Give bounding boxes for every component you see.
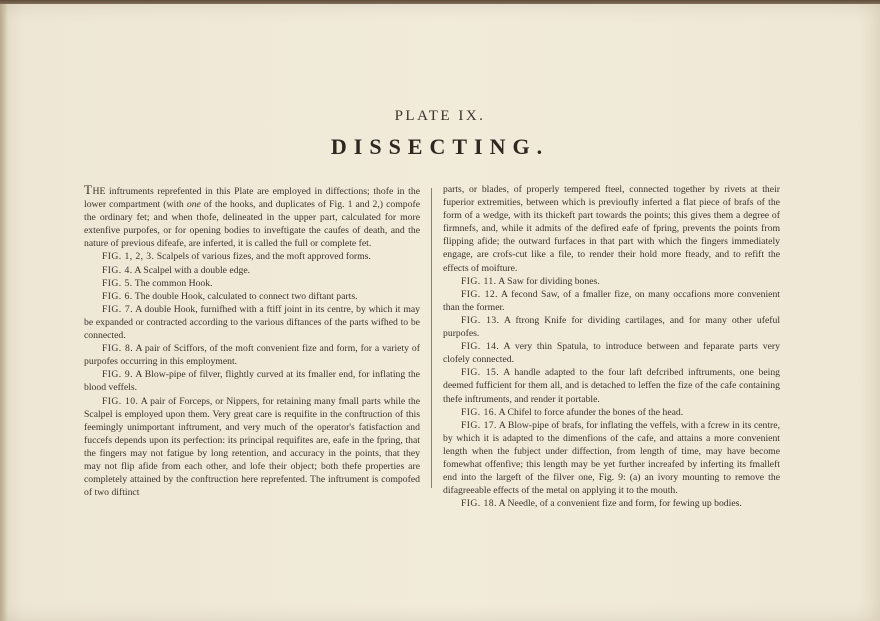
- intro-text-a: inftruments reprefented in this Plate are employed in diffections; thofe in the lower compartment (with: [84, 186, 420, 211]
- fig-description: A Chifel to force afunder the bones of the head.: [498, 406, 684, 418]
- fig-description: A pair of Forceps, or Nippers, for retaining many fmall parts while the Scalpel is employed upon them. Very great care is requifite in the conftruction of this feemingly unimportant inftrument, and very much of the operator's fatisfaction and fuccefs depends upon its perfection: its principal requifites are, eafe in the fpring, that the fingers may not fatigue by long retention, and accuracy in the points, that they may not flip afide from each other, and lofe their object; both thefe properties are completely attained by the conftruction here reprefented. The inftrument is compofed of two diftinct: [84, 395, 421, 499]
- fig-entry: [443, 419, 780, 498]
- fig-label: FIG. 5.: [102, 277, 133, 289]
- fig-label: FIG. 14.: [461, 341, 500, 353]
- book-spine-shadow: [0, 4, 8, 621]
- fig-description: The common Hook.: [134, 277, 213, 289]
- fig-label: FIG. 9.: [102, 369, 133, 381]
- column-divider: [431, 188, 432, 488]
- continuation-paragraph: parts, or blades, of properly tempered fteel, connected together by rivets at their fuperior extremities, between which is previoufly inferted a flat piece of brafs of the form of a wedge, with its thickeft part towards the points; this gives them a degree of firmnefs, and, while it admits of the defired eafe of fpring, prevents the points from flipping afide; the outward furfaces in that part with which the fingers immediately engage, are crofs-cut like a file, to render their hold more fteady, and to refift the effects of moifture.: [443, 184, 780, 274]
- fig-label: FIG. 17.: [461, 419, 497, 431]
- fig-description: A double Hook, furnifhed with a ftiff joint in its centre, by which it may be expanded or contracted according to the various diftances of the parts wifhed to be connected.: [84, 303, 420, 342]
- intro-paragraph: [84, 183, 420, 250]
- fig-entry: [84, 277, 420, 290]
- fig-label: FIG. 13.: [461, 314, 500, 326]
- fig-description: A pair of Sciffors, of the moft convenient fize and form, for a variety of purpofes occurring in this employment.: [84, 343, 420, 368]
- fig-description: A Blow-pipe of brafs, for inflating the veffels, with a fcrew in its centre, by which it is adapted to the dimenfions of the cafe, and attains a more convenient length when the fubject under diffection, from length of time, may have become fomewhat offenfive; this length may be yet further increafed by inferting its fmalleft end into the largeft of the filver one, Fig. 9: (a) an ivory mounting to remove the difagreeable effects of the metal on applying it to the mouth.: [443, 419, 781, 497]
- intro-initial-rest: HE: [92, 186, 106, 197]
- fig-description: A Saw for dividing bones.: [498, 275, 600, 287]
- fig-label: FIG. 4.: [102, 264, 133, 276]
- plate-number: PLATE IX.: [394, 108, 486, 124]
- fig-entry: [443, 340, 780, 366]
- fig-entry: [443, 497, 780, 510]
- fig-entry: [443, 366, 780, 405]
- fig-label: FIG. 15.: [461, 367, 500, 379]
- fig-entry: [84, 342, 420, 368]
- fig-label: FIG. 8.: [102, 343, 134, 355]
- fig-label: FIG. 6.: [102, 290, 133, 302]
- fig-label: FIG. 7.: [102, 303, 133, 315]
- fig-description: A Blow-pipe of filver, flightly curved at its fmaller end, for inflating the blood veffels.: [84, 369, 420, 394]
- fig-description: A ftrong Knife for dividing cartilages, and for many other ufeful purpofes.: [443, 314, 781, 340]
- fig-entry: [84, 250, 420, 263]
- fig-description: A Needle, of a convenient fize and form, for fewing up bodies.: [498, 498, 742, 510]
- fig-description: A fecond Saw, of a fmaller fize, on many occafions more convenient than the former.: [443, 288, 781, 313]
- fig-label: FIG. 11.: [461, 275, 497, 287]
- fig-entry: [443, 275, 780, 288]
- plate-title: DISSECTING.: [330, 134, 550, 159]
- fig-entry: [84, 395, 420, 500]
- fig-entry: [84, 290, 420, 303]
- left-text-column: [84, 183, 420, 499]
- fig-entry: [84, 264, 420, 277]
- fig-label: FIG. 16.: [461, 406, 497, 418]
- fig-entry: [84, 368, 420, 394]
- fig-label: FIG. 18.: [461, 498, 497, 510]
- fig-entry: [443, 288, 780, 314]
- intro-initial: T: [84, 182, 93, 197]
- fig-description: A Scalpel with a double edge.: [134, 264, 251, 276]
- right-text-column: [443, 183, 780, 510]
- fig-description: A very thin Spatula, to introduce between and feparate parts very clofely connected.: [443, 341, 780, 366]
- intro-emphasis: one: [186, 199, 201, 211]
- fig-entry: [84, 303, 420, 342]
- fig-label: FIG. 10.: [102, 395, 139, 407]
- fig-description: The double Hook, calculated to connect two diftant parts.: [134, 290, 358, 302]
- fig-entry: [443, 406, 780, 419]
- fig-description: A handle adapted to the four laft defcribed inftruments, one being deemed fufficient for them all, and is detached to leffen the fize of the cafe containing thefe inftruments, and render it portable.: [443, 367, 781, 405]
- fig-label: FIG. 12.: [461, 288, 498, 300]
- fig-description: Scalpels of various fizes, and the moft approved forms.: [156, 251, 371, 263]
- intro-text-b: of the hooks, and duplicates of Fig. 1 and 2,) compofe the ordinary fet; and when thofe, delineated in the upper part, calculated for more extenfive purpofes, or for opening bodies to inveftigate the caufes of death, and the nature of previous difeafe, are inferted, it is called the full or complete fet.: [84, 199, 420, 250]
- fig-label: FIG. 1, 2, 3.: [102, 251, 155, 263]
- fig-entry: [443, 314, 780, 340]
